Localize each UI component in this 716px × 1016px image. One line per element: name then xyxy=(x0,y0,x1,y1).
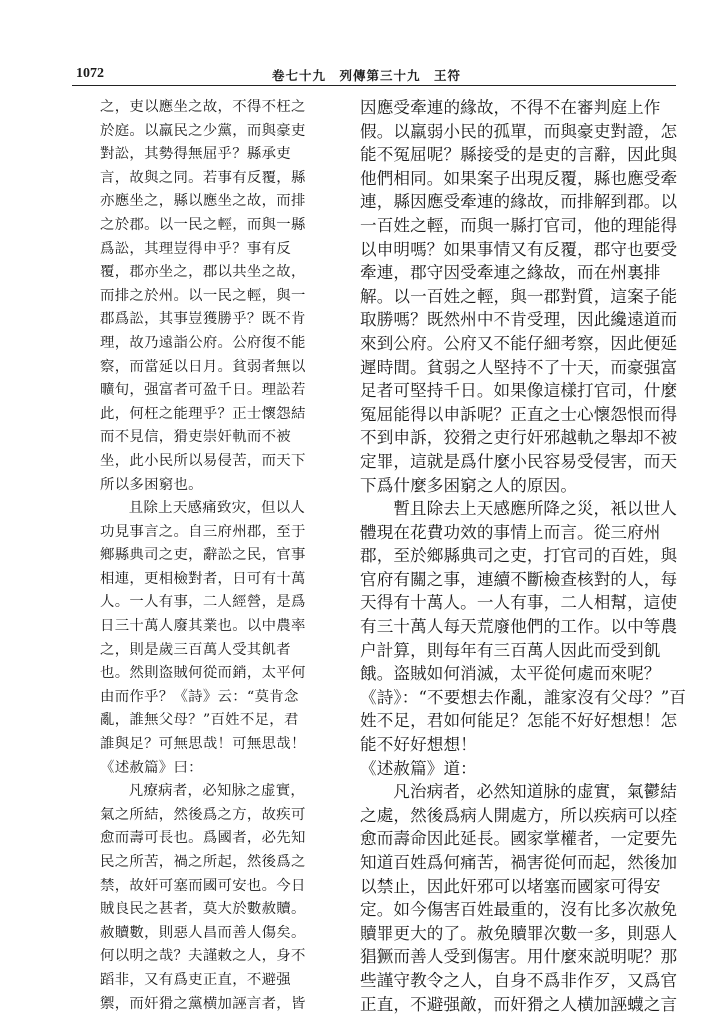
translation-paragraph xyxy=(360,497,687,757)
text-line: 户計算，則每年有三百萬人因此而受到飢 xyxy=(360,640,661,660)
text-line: 以禁止，因此奸邪可以堵塞而國家可得安 xyxy=(360,876,661,896)
text-line: 因應受牽連的緣故，不得不在審判庭上作 xyxy=(360,98,661,117)
text-line: 正直，不避强敵，而奸猾之人横加誣蠛之言 xyxy=(360,994,678,1014)
text-line: 理，故乃遠詣公府。公府復不能 xyxy=(100,334,306,351)
translation-paragraph xyxy=(360,757,670,781)
page-number: 1072 xyxy=(76,66,104,81)
text-line: 冤屈能得以申訴呢？正直之士心懷怨恨而得 xyxy=(360,404,678,424)
text-line: 遲時間。貧弱之人堅持不了十天，而豪强富 xyxy=(360,357,678,377)
text-line: 日三十萬人廢其業也。以中農率 xyxy=(100,618,306,635)
text-line: 之處，然後爲病人開處方，所以疾病可以痊 xyxy=(360,805,678,825)
text-line: 定。如今傷害百姓最重的，沒有比多次赦免 xyxy=(360,900,678,920)
text-line: 鄉縣典司之吏，辭訟之民，官事 xyxy=(100,547,306,564)
text-line: 禦，而奸猾之黨横加誣言者，皆 xyxy=(100,995,306,1012)
text-line: 赦贖數，則惡人昌而善人傷矣。 xyxy=(100,924,306,941)
text-line: 何以明之哉？夫謹敕之人，身不 xyxy=(100,948,306,965)
text-line: 而不見信，猾吏崇奸軌而不被 xyxy=(100,429,291,446)
text-line: 定罪，這就是爲什麼小民容易受侵害，而天 xyxy=(360,451,678,471)
text-line: 於庭。以羸民之少黨，而與豪吏 xyxy=(100,122,306,139)
text-line: 能不冤屈呢？縣接受的是吏的言辭，因此與 xyxy=(360,145,678,165)
text-line: 不到申訴，狡猾之吏行奸邪越軌之舉却不被 xyxy=(360,428,678,448)
text-line: 氣之所結，然後爲之方，故疾可 xyxy=(100,806,306,823)
text-line: 蹈非，又有爲吏正直，不避强 xyxy=(100,971,291,988)
text-line: 連，縣因應受牽連的緣故，而排解到郡。以 xyxy=(360,192,678,212)
text-line: 餓。盗賊如何消滅，太平從何處而來呢？ xyxy=(360,664,661,684)
text-line: 《詩》：“不要想去作亂，誰家沒有父母？”百 xyxy=(360,687,687,707)
text-line: 相連，更相檢對者，日可有十萬 xyxy=(100,570,306,587)
text-line: 來到公府。公府又不能仔細考察，因此便延 xyxy=(360,333,678,353)
running-title: 卷七十九 列傳第三十九 王符 xyxy=(272,68,462,83)
text-line: 之，則是歲三百萬人受其飢者 xyxy=(100,641,291,658)
text-line: 《述赦篇》曰： xyxy=(100,759,203,776)
text-line: 天得有十萬人。一人有事，二人相幫，這使 xyxy=(360,593,678,613)
text-line: 也。然則盗賊何從而銷，太平何 xyxy=(100,665,306,682)
classical-paragraph xyxy=(100,96,335,497)
text-line: 能不好好想想！ xyxy=(360,735,477,755)
text-line: 察，而當延以日月。貧弱者無以 xyxy=(100,358,306,375)
text-line: 人。一人有事，二人經營，是爲 xyxy=(100,594,306,611)
text-line: 對訟，其勢得無屈乎？縣承吏 xyxy=(100,146,291,163)
text-line: 官府有關之事，連續不斷檢查核對的人，每 xyxy=(360,569,678,589)
text-line: 所以多困窮也。 xyxy=(100,476,203,493)
text-line: 之於郡。以一民之輕，而與一縣 xyxy=(100,216,306,233)
text-line: 郡爲訟，其事豈獲勝乎？既不肯 xyxy=(100,311,306,328)
text-line: 贖罪更大的了。赦免贖罪次數一多，則惡人 xyxy=(360,923,678,943)
text-line: 功見事言之。自三府州郡，至于 xyxy=(100,523,306,540)
text-line: 愈而壽可長也。爲國者，必先知 xyxy=(100,830,306,847)
text-line: 而排之於州。以一民之輕，與一 xyxy=(100,287,306,304)
text-line: 爲訟，其理豈得申乎？事有反 xyxy=(100,240,291,257)
text-line: 他們相同。如果案子出現反覆，縣也應受牽 xyxy=(360,168,678,188)
text-line: 以申明嗎？如果事情又有反覆，郡守也要受 xyxy=(360,239,678,259)
text-line: 《述赦篇》道： xyxy=(360,758,477,778)
text-line: 凡治病者，必然知道脉的虚實，氣鬱結 xyxy=(393,782,677,802)
text-line: 言，故與之同。若事有反覆，縣 xyxy=(100,169,306,186)
text-line: 足者可堅持千日。如果像這樣打官司，什麼 xyxy=(360,381,678,401)
text-line: 暫且除去上天感應所降之災，衹以世人 xyxy=(393,499,677,519)
text-line: 亂，誰無父母？”百姓不足，君 xyxy=(100,712,299,729)
text-line: 誰與足？可無思哉！可無思哉！ xyxy=(100,736,306,753)
text-line: 愈而壽命因此延長。國家掌權者，一定要先 xyxy=(360,829,678,849)
text-line: 亦應坐之，縣以應坐之故，而排 xyxy=(100,193,306,210)
text-line: 覆，郡亦坐之，郡以共坐之故， xyxy=(100,264,306,281)
text-line: 且除上天感痛致灾，但以人 xyxy=(128,500,306,517)
page-header xyxy=(72,48,672,82)
text-line: 知道百姓爲何痛苦，禍害從何而起，然後加 xyxy=(360,853,678,872)
classical-paragraph xyxy=(100,780,335,1016)
text-line: 凡療病者，必知脉之虚實， xyxy=(128,783,306,800)
header-rule xyxy=(72,85,676,86)
text-line: 此，何枉之能理乎？正士懷怨結 xyxy=(100,405,306,422)
text-line: 假。以羸弱小民的孤單，而與豪吏對證，怎 xyxy=(360,121,678,141)
text-line: 禁，故奸可塞而國可安也。今日 xyxy=(100,877,306,894)
translation-paragraph xyxy=(360,780,678,1016)
text-line: 解。以一百姓之輕，與一郡對質，這案子能 xyxy=(360,286,678,306)
text-line: 有三十萬人每天荒廢他們的工作。以中等農 xyxy=(360,617,678,637)
classical-paragraph xyxy=(100,757,335,781)
text-line: 猖獗而善人受到傷害。用什麼來説明呢？那 xyxy=(360,947,678,967)
text-line: 姓不足，君如何能足？怎能不好好想想！怎 xyxy=(360,711,678,731)
text-line: 之，吏以應坐之故，不得不枉之 xyxy=(100,99,306,115)
text-line: 一百姓之輕，而與一縣打官司，他的理能得 xyxy=(360,215,678,235)
classical-text-column xyxy=(100,96,335,1016)
text-line: 坐，此小民所以易侵苦，而天下 xyxy=(100,452,306,469)
text-line: 由而作乎？《詩》云：“莫肯念 xyxy=(100,688,299,705)
text-line: 體現在花費功效的事情上而言。從三府州 xyxy=(360,522,661,542)
translation-paragraph xyxy=(360,96,678,497)
text-line: 曠旬，强富者可盈千日。理訟若 xyxy=(100,382,306,399)
classical-paragraph xyxy=(100,497,335,757)
text-line: 下爲什麼多困窮之人的原因。 xyxy=(360,475,578,495)
text-line: 郡，至於鄉縣典司之吏，打官司的百姓，與 xyxy=(360,546,678,566)
text-line: 賊良民之甚者，莫大於數赦贖。 xyxy=(100,901,306,918)
text-line: 些謹守教令之人，自身不爲非作歹，又爲官 xyxy=(360,970,678,990)
translation-text-column xyxy=(360,96,687,1016)
text-line: 取勝嗎？既然州中不肯受理，因此纔遠道而 xyxy=(360,310,678,330)
text-line: 牽連，郡守因受牽連之緣故，而在州裏排 xyxy=(360,263,661,283)
text-line: 民之所苦，禍之所起，然後爲之 xyxy=(100,854,306,870)
